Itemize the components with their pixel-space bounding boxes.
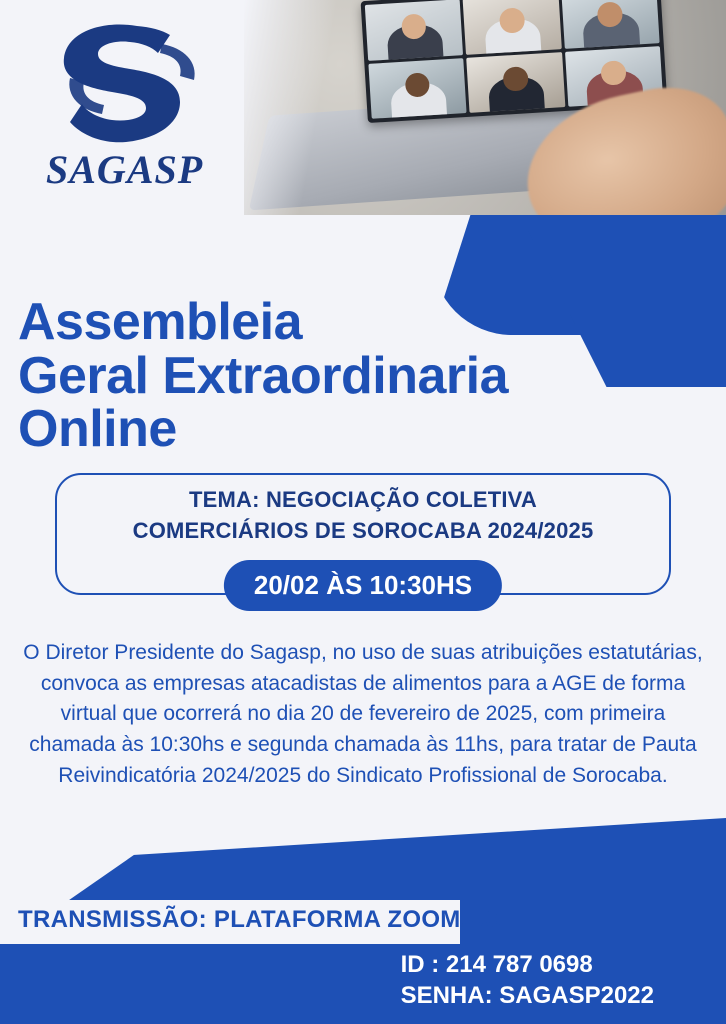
date-badge: 20/02 ÀS 10:30HS [224,560,502,611]
headline-line-1: Assembleia [18,293,303,351]
meeting-password: SENHA: SAGASP2022 [400,981,654,1009]
page-title [18,293,708,459]
sagasp-logo [42,18,222,192]
headline-line-2: Geral Extraordinaria [18,346,508,405]
meeting-credentials [401,950,654,1011]
body-paragraph: O Diretor Presidente do Sagasp, no uso de suas atribuições estatutárias, convoca as empresas atacadistas de alimentos para a AGE de forma virtual que ocorrerá no dia 20 de fevereiro de 2025, com primeira chamada às 10:30hs e segunda chamada às 11hs, para tratar de Pauta Reivindicatória 2024/2025 do Sindicato Profissional de Sorocaba. [23,641,703,787]
meeting-id: ID : 214 787 0698 [400,951,593,978]
video-call-photo [244,0,726,215]
photo-edge-fade [244,0,726,215]
headline-line-3: Online [18,400,177,459]
theme-line-2: COMERCIÁRIOS DE SOROCABA 2024/2025 [132,518,594,543]
transmission-label: TRANSMISSÃO: PLATAFORMA ZOOM.US [18,906,502,933]
theme-line-1: TEMA: NEGOCIAÇÃO COLETIVA [188,487,538,512]
logo-wordmark: SAGASP [46,147,204,192]
